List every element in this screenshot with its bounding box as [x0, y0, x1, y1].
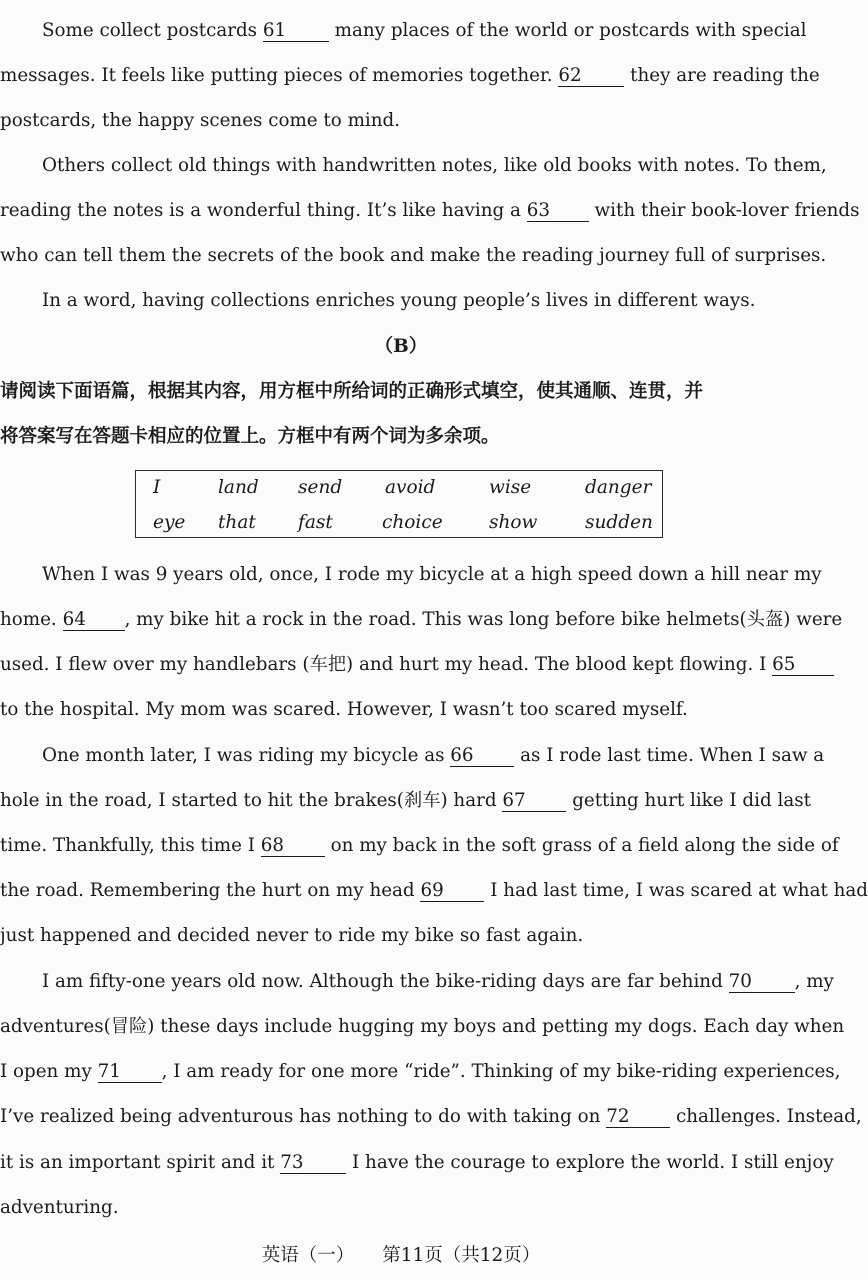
blank-67[interactable]: 67 — [502, 791, 566, 812]
passage-b-p2-line-4: the road. Remembering the hurt on my head 69 I had last time, I was scared at what had — [0, 880, 868, 901]
blank-73[interactable]: 73 — [280, 1153, 346, 1174]
word-option: show — [489, 512, 538, 533]
blank-63[interactable]: 63 — [527, 201, 589, 222]
instruction-line-2: 将答案写在答题卡相应的位置上。方框中有两个词为多余项。 — [0, 426, 500, 447]
passage-a-line-6: who can tell them the secrets of the book and make the reading journey full of surprises. — [0, 245, 827, 266]
word-option: avoid — [385, 477, 436, 498]
passage-b-p1-line-2: home. 64 , my bike hit a rock in the road. This was long before bike helmets(头盔) were — [0, 609, 843, 630]
word-option: wise — [489, 477, 532, 498]
passage-a-line-3: postcards, the happy scenes come to mind. — [0, 110, 401, 131]
passage-b-p3-line-2: adventures(冒险) these days include hugging my boys and petting my dogs. Each day when — [0, 1016, 845, 1037]
word-option: fast — [298, 512, 333, 533]
passage-b-p2-line-3: time. Thankfully, this time I 68 on my back in the soft grass of a field along the side of — [0, 835, 839, 856]
word-option: land — [218, 477, 259, 498]
word-box — [135, 470, 663, 538]
blank-70[interactable]: 70 — [729, 972, 795, 993]
blank-65[interactable]: 65 — [772, 655, 834, 676]
passage-b-p1-line-3: used. I flew over my handlebars (车把) and hurt my head. The blood kept flowing. I 65 — [0, 653, 802, 677]
passage-b-p1-line-4: to the hospital. My mom was scared. However, I wasn’t too scared myself. — [0, 699, 688, 720]
word-option: sudden — [585, 512, 653, 533]
section-b-title: （B） — [374, 336, 428, 357]
blank-71[interactable]: 71 — [98, 1062, 162, 1083]
word-option: eye — [153, 512, 186, 533]
passage-b-p3-line-6: adventuring. — [0, 1197, 119, 1218]
blank-69[interactable]: 69 — [420, 881, 484, 902]
word-option: I — [153, 477, 161, 498]
passage-a-line-2: messages. It feels like putting pieces of memories together. 62 they are reading the — [0, 65, 820, 86]
word-option: choice — [382, 512, 443, 533]
blank-61[interactable]: 61 — [263, 21, 329, 42]
passage-a-line-5: reading the notes is a wonderful thing. It’s like having a 63 with their book-lover friends — [0, 200, 860, 221]
blank-66[interactable]: 66 — [450, 746, 514, 767]
word-option: that — [218, 512, 256, 533]
footer-page-number: 第11页（共12页） — [382, 1245, 541, 1266]
passage-a-line-4: Others collect old things with handwritten notes, like old books with notes. To them, — [42, 155, 827, 176]
passage-b-p3-line-3: I open my 71 , I am ready for one more “ride”. Thinking of my bike-riding experiences, — [0, 1061, 841, 1082]
passage-b-p3-line-4: I’ve realized being adventurous has nothing to do with taking on 72 challenges. Instead, — [0, 1106, 862, 1127]
passage-b-p2-line-5: just happened and decided never to ride my bike so fast again. — [0, 925, 584, 946]
passage-a-line-7: In a word, having collections enriches young people’s lives in different ways. — [42, 290, 756, 311]
passage-b-p3-line-5: it is an important spirit and it 73 I have the courage to explore the world. I still enjoy — [0, 1152, 834, 1173]
passage-a-line-1: Some collect postcards 61 many places of the world or postcards with special — [42, 20, 807, 41]
blank-72[interactable]: 72 — [606, 1107, 670, 1128]
word-option: send — [298, 477, 343, 498]
word-option: danger — [585, 477, 652, 498]
passage-b-p2-line-2: hole in the road, I started to hit the brakes(刹车) hard 67 getting hurt like I did last — [0, 790, 811, 811]
blank-68[interactable]: 68 — [261, 836, 325, 857]
passage-b-p2-line-1: One month later, I was riding my bicycle as 66 as I rode last time. When I saw a — [42, 745, 825, 766]
blank-62[interactable]: 62 — [558, 66, 624, 87]
blank-64[interactable]: 64 — [63, 610, 125, 631]
passage-b-p1-line-1: When I was 9 years old, once, I rode my bicycle at a high speed down a hill near my — [42, 564, 822, 585]
page-footer — [0, 1244, 802, 1268]
footer-subject: 英语（一） — [261, 1245, 355, 1266]
instruction-line-1: 请阅读下面语篇，根据其内容，用方框中所给词的正确形式填空，使其通顺、连贯，并 — [0, 381, 704, 402]
passage-b-p3-line-1: I am fifty-one years old now. Although the bike-riding days are far behind 70 , my — [42, 971, 834, 992]
